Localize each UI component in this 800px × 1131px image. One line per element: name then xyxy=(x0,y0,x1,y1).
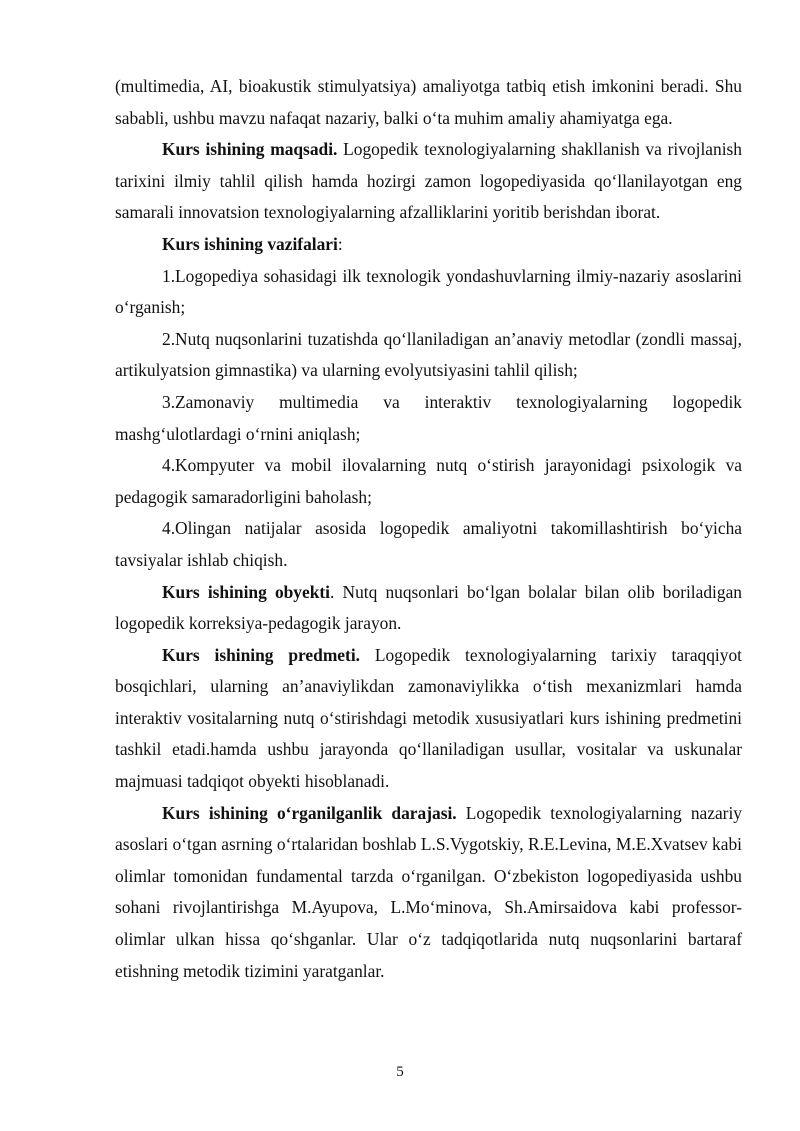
study-level-heading: Kurs ishining o‘rganilganlik darajasi. xyxy=(162,802,457,823)
task-item xyxy=(115,387,742,450)
page-number: 5 xyxy=(396,1064,404,1080)
study-level-paragraph xyxy=(115,798,742,988)
tasks-heading-paragraph xyxy=(115,229,742,261)
task-item xyxy=(115,513,742,576)
task-item xyxy=(115,261,742,324)
task-item-5-text: 4.Olingan natijalar asosida logopedik amaliyotni takomillashtirish bo‘yicha tavsiyalar ishlab chiqish. xyxy=(115,518,742,570)
intro-paragraph xyxy=(115,71,742,134)
goal-heading: Kurs ishining maqsadi. xyxy=(162,139,338,160)
task-item xyxy=(115,450,742,513)
task-item-3-text: 3.Zamonaviy multimedia va interaktiv texnologiyalarning logopedik mashg‘ulotlardagi o‘rnini aniqlash; xyxy=(115,391,742,444)
study-level-text: Logopedik texnologiyalarning nazariy asoslari o‘tgan asrning o‘rtalaridan boshlab L.S.Vygotskiy, R.E.Levina, M.E.Xvatsev kabi olimlar tomonidan fundamental tarzda o‘rganilgan. O‘zbekiston logopediyasida ushbu sohani rivojlantirishga M.Ayupova, L.Mo‘minova, Sh.Amirsaidova kabi professor-olimlar ulkan hissa qo‘shganlar. Ular o‘z tadqiqotlarida nutq nuqsonlarini bartaraf etishning metodik tizimini yaratganlar. xyxy=(115,802,742,981)
subject-heading: Kurs ishining predmeti. xyxy=(162,644,360,665)
goal-paragraph xyxy=(115,134,742,229)
tasks-heading: Kurs ishining vazifalari xyxy=(162,233,338,254)
object-text: . Nutq nuqsonlari bo‘lgan bolalar bilan olib boriladigan logopedik korreksiya-pedagogik jarayon. xyxy=(115,581,742,634)
intro-text: (multimedia, AI, bioakustik stimulyatsiya) amaliyotga tatbiq etish imkonini beradi. Shu sababli, ushbu mavzu nafaqat nazariy, balki o‘ta muhim amaliy ahamiyatga ega. xyxy=(115,76,742,128)
task-item-1-text: 1.Logopediya sohasidagi ilk texnologik yondashuvlarning ilmiy-nazariy asoslarini o‘rganish; xyxy=(115,265,742,318)
task-item-2-text: 2.Nutq nuqsonlarini tuzatishda qo‘llaniladigan an’anaviy metodlar (zondli massaj, artikulyatsion gimnastika) va ularning evolyutsiyasini tahlil qilish; xyxy=(115,328,742,381)
subject-text: Logopedik texnologiyalarning tarixiy taraqqiyot bosqichlari, ularning an’anaviylikdan zamonaviylikka o‘tish mexanizmlari hamda interaktiv vositalarning nutq o‘stirishdagi metodik xususiyatlari kurs ishining predmetini tashkil etadi.hamda ushbu jarayonda qo‘llaniladigan usullar, vositalar va uskunalar majmuasi tadqiqot obyekti hisoblanadi. xyxy=(115,644,742,792)
object-heading: Kurs ishining obyekti xyxy=(162,581,331,602)
goal-text: Logopedik texnologiyalarning shakllanish va rivojlanish tarixini ilmiy tahlil qilish hamda hozirgi zamon logopediyasida qo‘llanilayotgan eng samarali innovatsion texnologiyalarning afzalliklarini yoritib berishdan iborat. xyxy=(115,139,742,223)
object-paragraph xyxy=(115,577,742,640)
task-item-4-text: 4.Kompyuter va mobil ilovalarning nutq o‘stirish jarayonidagi psixologik va pedagogik samaradorligini baholash; xyxy=(115,455,742,507)
tasks-heading-suffix: : xyxy=(337,233,343,254)
subject-paragraph xyxy=(115,640,742,798)
document-page xyxy=(115,71,742,987)
task-item xyxy=(115,324,742,387)
